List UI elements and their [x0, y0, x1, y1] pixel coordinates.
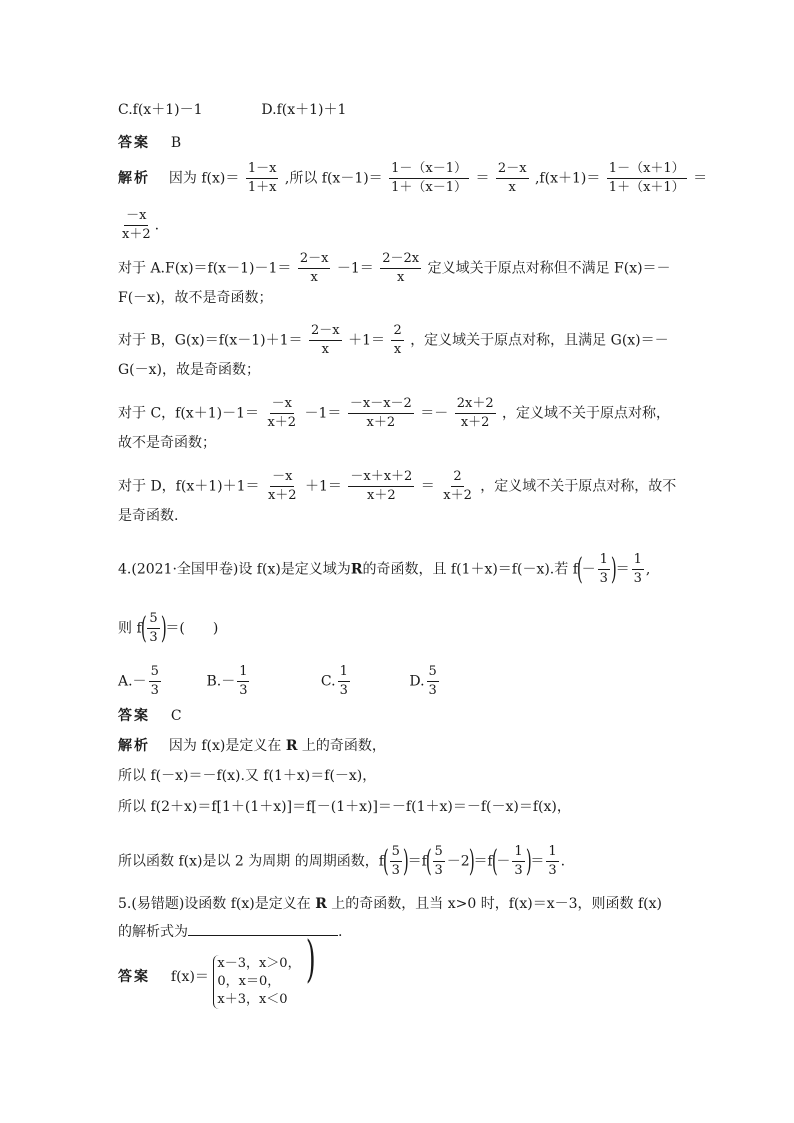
- text: 的奇函数，且 f(1＋x)＝f(－x).若 f: [362, 561, 578, 578]
- q3-answer: [118, 133, 181, 153]
- fraction: $\frac{1}{3}$: [548, 844, 557, 878]
- text: 4.(2021·全国甲卷)设 f(x)是定义域为: [118, 561, 351, 578]
- text: ＝: [475, 170, 490, 187]
- text: 定义域关于原点对称但不满足 F(x)＝－: [427, 260, 671, 277]
- text: 所以函数 f(x)是以 2 为周期 的周期函数，f: [118, 853, 384, 870]
- option-row-prev: [118, 100, 346, 120]
- q3-case-b: [118, 322, 669, 359]
- fraction: $\frac{1-(x+1)}{1+(x+1)}$: [608, 161, 685, 195]
- text: 上的奇函数，: [301, 738, 386, 754]
- text: 上的奇函数，且当 x>0 时，f(x)＝x－3，则函数 f(x): [331, 896, 662, 912]
- text: －1＝: [336, 260, 374, 277]
- text: ＋1＝: [305, 478, 342, 495]
- text: ＋1＝: [348, 332, 385, 349]
- fraction: $\frac{1-(x-1)}{1+(x-1)}$: [391, 161, 468, 195]
- text: ＝( ): [165, 620, 219, 637]
- text: ＝: [615, 561, 630, 578]
- case-1: x－3，x＞0，: [217, 956, 301, 971]
- case-3: x＋3，x＜0: [217, 992, 288, 1007]
- q3-case-a: [118, 250, 671, 287]
- set-r: R: [315, 896, 327, 912]
- fraction: $\frac{1}{3}$: [633, 552, 642, 586]
- q3-case-d-line2: [118, 506, 178, 526]
- fraction: $\frac{2}{x}$: [393, 323, 402, 357]
- q3-case-d: [118, 468, 676, 505]
- answer-label: 答案: [118, 708, 150, 724]
- fraction: $\frac{2-x}{x}$: [299, 251, 329, 285]
- text: ，定义域不关于原点对称，故不: [480, 478, 677, 495]
- answer-value: C: [170, 708, 182, 724]
- q4-option-b: B.－ $\frac{1}{3}$: [206, 664, 248, 698]
- text: 对于 D，f(x＋1)＋1＝: [118, 478, 260, 495]
- q3-case-b-line2: [118, 360, 260, 380]
- answer-value: B: [170, 135, 182, 151]
- fraction: $\frac{2}{x+2}$: [443, 469, 472, 503]
- q5-stem: [118, 894, 662, 914]
- fraction: $\frac{1}{3}$: [599, 552, 608, 586]
- text: ＝: [530, 853, 545, 870]
- case-2: 0，x＝0，: [217, 974, 281, 989]
- q4-analysis-line1: [118, 736, 386, 756]
- piecewise-brace: [213, 955, 300, 1009]
- q3-case-c: [118, 395, 670, 432]
- fraction: $\frac{-x-x-2}{x+2}$: [349, 396, 412, 430]
- q4-options: [118, 663, 469, 700]
- text: 是奇函数.: [118, 508, 179, 524]
- fraction: $\frac{2-x}{x}$: [311, 323, 340, 357]
- q4-ask: 则 f( $\frac{5}{3}$ )＝( ): [118, 610, 219, 646]
- answer-label: 答案: [118, 135, 150, 151]
- text: 的解析式为: [118, 924, 188, 940]
- q4-analysis-line2: [118, 766, 376, 786]
- text: G(－x)，故是奇函数；: [118, 362, 261, 378]
- fraction: $\frac{-x+x+2}{x+2}$: [350, 469, 413, 503]
- q4-analysis-line3: [118, 797, 571, 817]
- q5-answer: 答案 f(x)＝ x－3，x＞0， 0，x＝0， x＋3，x＜0 ): [118, 930, 316, 1007]
- fraction: $\frac{5}{3}$: [391, 844, 400, 878]
- option-c: C.f(x＋1)－1: [118, 102, 203, 118]
- text: 则 f: [118, 620, 142, 637]
- text: ＝: [693, 170, 708, 187]
- q3-analysis-line1: [118, 160, 707, 197]
- option-d: D.f(x＋1)＋1: [261, 102, 347, 118]
- set-r: R: [350, 561, 363, 578]
- q3-case-a-line2: [118, 288, 273, 308]
- fraction: $\frac{5}{3}$: [434, 844, 443, 878]
- text: 对于 B，G(x)＝f(x－1)＋1＝: [118, 332, 303, 349]
- text: 所以 f(2＋x)＝f[1＋(1＋x)]＝f[－(1＋x)]＝－f(1＋x)＝－f(－x)＝f(x)，: [118, 799, 571, 815]
- text: ,f(x＋1)＝: [534, 170, 601, 187]
- text: －: [581, 561, 596, 578]
- fraction: $\frac{2x+2}{x+2}$: [456, 396, 494, 430]
- q4-option-a: A.－ $\frac{5}{3}$: [118, 664, 159, 698]
- text: ,: [645, 561, 651, 578]
- text: ，定义域不关于原点对称，: [502, 405, 671, 422]
- q4-stem: 4.(2021·全国甲卷)设 f(x)是定义域为R的奇函数，且 f(1＋x)＝f(－x).若 f(－ $\frac{1}{3}$ )＝ $\frac{1}{3}$ ,: [118, 551, 651, 587]
- fraction: $\frac{1-x}{1+x}$: [247, 161, 277, 195]
- analysis-label: 解析: [118, 738, 150, 754]
- analysis-label: 解析: [118, 170, 150, 187]
- text: ,所以 f(x－1)＝: [284, 170, 383, 187]
- set-r: R: [285, 738, 298, 754]
- fraction: $\frac{2-x}{x}$: [497, 161, 527, 195]
- answer-label: 答案: [118, 969, 150, 985]
- text: .: [154, 217, 160, 234]
- fraction: $\frac{-x}{x+2}$: [122, 208, 151, 242]
- text: ＝f: [473, 853, 493, 870]
- fraction: $\frac{-x}{x+2}$: [267, 469, 297, 503]
- q4-option-c: C. $\frac{1}{3}$: [320, 664, 348, 698]
- text: －: [496, 853, 511, 870]
- text: .: [560, 853, 566, 870]
- text: ＝: [420, 478, 435, 495]
- text: ＝－: [420, 405, 449, 422]
- text: 故不是奇函数；: [118, 435, 216, 451]
- q4-analysis-line4: 所以函数 f(x)是以 2 为周期 的周期函数，f( $\frac{5}{3}$ )＝f( $\frac{5}{3}$ －2)＝f(－ $\frac{1}{3}$ )＝ $\frac{1}{3}$ .: [118, 843, 566, 879]
- fraction: $\frac{-x}{x+2}$: [267, 396, 297, 430]
- text: 对于 A.F(x)＝f(x－1)－1＝: [118, 260, 292, 277]
- text: －2: [446, 853, 470, 870]
- fraction: $\frac{2-2x}{x}$: [382, 251, 420, 285]
- text: f(x)＝: [170, 969, 209, 985]
- q4-answer: [118, 706, 182, 726]
- text: ＝f: [407, 853, 427, 870]
- text: F(－x)，故不是奇函数；: [118, 290, 273, 306]
- q4-option-d: D. $\frac{5}{3}$: [409, 664, 437, 698]
- fraction: $\frac{1}{3}$: [514, 844, 523, 878]
- text: .: [338, 924, 343, 940]
- text: ，定义域关于原点对称，且满足 G(x)＝－: [410, 332, 669, 349]
- q3-case-c-line2: [118, 433, 216, 453]
- text: 对于 C，f(x＋1)－1＝: [118, 405, 259, 422]
- text: 因为 f(x)＝: [168, 170, 240, 187]
- fraction: $\frac{5}{3}$: [149, 611, 158, 645]
- text: －1＝: [304, 405, 342, 422]
- text: 所以 f(－x)＝－f(x).又 f(1＋x)＝f(－x)，: [118, 768, 377, 784]
- q3-analysis-line2: [118, 207, 159, 244]
- text: 5.(易错题)设函数 f(x)是定义在: [118, 896, 311, 912]
- text: 因为 f(x)是定义在: [168, 738, 282, 754]
